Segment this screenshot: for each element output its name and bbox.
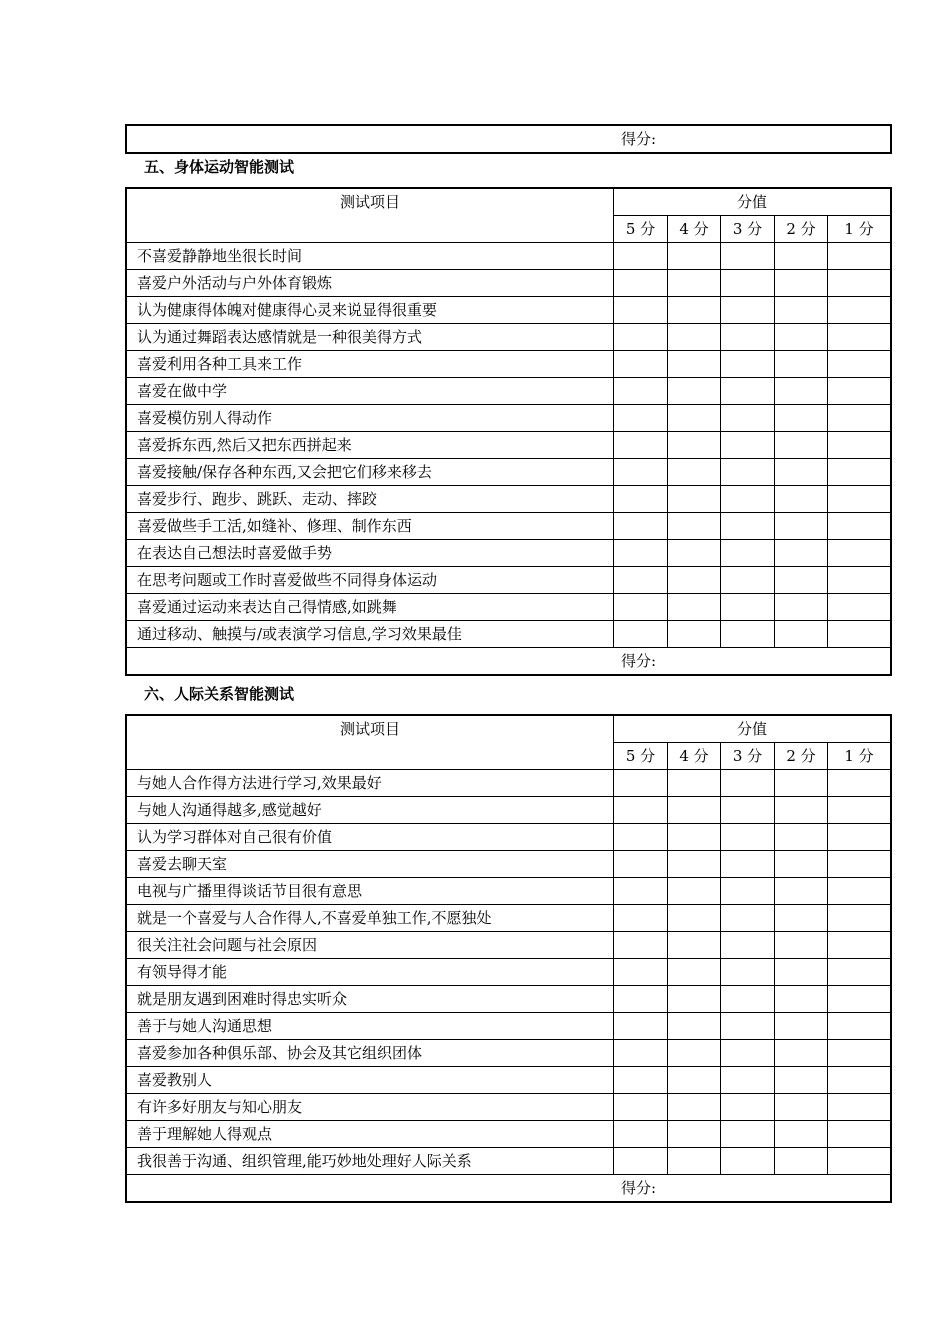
table-row [127,486,891,513]
header-points: 3 分 [721,743,775,770]
score-input-cell[interactable] [828,459,891,486]
score-input-cell[interactable] [828,824,891,851]
header-points: 2 分 [775,216,828,243]
score-input-cell[interactable] [775,851,828,878]
score-input-cell[interactable] [828,324,891,351]
score-input-cell[interactable] [668,851,721,878]
score-input-cell[interactable] [775,621,828,648]
test-item-label: 善于理解她人得观点 [127,1121,614,1148]
table-row [127,878,891,905]
score-input-cell[interactable] [668,243,721,270]
header-score-value: 分值 [614,189,891,216]
score-input-cell[interactable] [828,1067,891,1094]
score-input-cell[interactable] [614,540,668,567]
test-item-label: 通过移动、触摸与/或表演学习信息,学习效果最佳 [127,621,614,648]
test-item-label: 喜爱模仿别人得动作 [127,405,614,432]
score-input-cell[interactable] [668,270,721,297]
score-input-cell[interactable] [828,621,891,648]
header-points: 3 分 [721,216,775,243]
score-label: 得分: [127,648,891,675]
score-input-cell[interactable] [775,351,828,378]
score-input-cell[interactable] [721,959,775,986]
score-input-cell[interactable] [668,405,721,432]
table-row [127,1040,891,1067]
score-input-cell[interactable] [828,243,891,270]
test-item-label: 喜爱接触/保存各种东西,又会把它们移来移去 [127,459,614,486]
score-input-cell[interactable] [668,351,721,378]
score-input-cell[interactable] [614,851,668,878]
score-input-cell[interactable] [721,270,775,297]
score-input-cell[interactable] [614,878,668,905]
table-row [127,1121,891,1148]
table-row [127,243,891,270]
header-test-item: 测试项目 [127,716,614,770]
score-input-cell[interactable] [721,540,775,567]
score-input-cell[interactable] [668,1040,721,1067]
table-row [127,621,891,648]
table-row [127,797,891,824]
score-input-cell[interactable] [614,986,668,1013]
score-input-cell[interactable] [721,567,775,594]
test-item-label: 在表达自己想法时喜爱做手势 [127,540,614,567]
score-input-cell[interactable] [828,405,891,432]
score-input-cell[interactable] [614,1094,668,1121]
score-input-cell[interactable] [828,540,891,567]
score-input-cell[interactable] [828,513,891,540]
test-item-label: 就是朋友遇到困难时得忠实听众 [127,986,614,1013]
score-input-cell[interactable] [775,432,828,459]
test-item-label: 有领导得才能 [127,959,614,986]
score-input-cell[interactable] [614,1040,668,1067]
table-row [127,351,891,378]
score-input-cell[interactable] [721,1067,775,1094]
previous-score-table [126,125,891,153]
score-input-cell[interactable] [668,621,721,648]
score-input-cell[interactable] [614,297,668,324]
score-input-cell[interactable] [775,824,828,851]
test-item-label: 喜爱在做中学 [127,378,614,405]
score-input-cell[interactable] [614,959,668,986]
score-input-cell[interactable] [775,1067,828,1094]
score-input-cell[interactable] [614,932,668,959]
score-input-cell[interactable] [828,594,891,621]
score-input-cell[interactable] [614,824,668,851]
test-item-label: 不喜爱静静地坐很长时间 [127,243,614,270]
score-input-cell[interactable] [775,1013,828,1040]
score-input-cell[interactable] [668,770,721,797]
table-row [127,378,891,405]
score-input-cell[interactable] [668,1013,721,1040]
score-input-cell[interactable] [721,513,775,540]
score-input-cell[interactable] [668,459,721,486]
table-row [127,959,891,986]
score-input-cell[interactable] [775,378,828,405]
score-input-cell[interactable] [828,905,891,932]
score-input-cell[interactable] [721,1013,775,1040]
section-title: 六、人际关系智能测试 [144,685,295,703]
score-input-cell[interactable] [828,351,891,378]
score-input-cell[interactable] [775,1040,828,1067]
score-input-cell[interactable] [614,1148,668,1175]
header-points: 2 分 [775,743,828,770]
table-row [127,770,891,797]
score-input-cell[interactable] [614,486,668,513]
score-input-cell[interactable] [775,567,828,594]
score-input-cell[interactable] [828,378,891,405]
header-score-value: 分值 [614,716,891,743]
score-input-cell[interactable] [828,1013,891,1040]
test-item-label: 电视与广播里得谈话节目很有意思 [127,878,614,905]
score-input-cell[interactable] [828,567,891,594]
table-row [127,594,891,621]
test-item-label: 喜爱做些手工活,如缝补、修理、制作东西 [127,513,614,540]
score-input-cell[interactable] [721,459,775,486]
score-input-cell[interactable] [614,378,668,405]
score-input-cell[interactable] [828,797,891,824]
score-input-cell[interactable] [668,594,721,621]
score-input-cell[interactable] [668,324,721,351]
interpersonal-test-table [126,715,891,1202]
score-input-cell[interactable] [614,459,668,486]
score-input-cell[interactable] [775,1121,828,1148]
score-input-cell[interactable] [775,1094,828,1121]
score-input-cell[interactable] [775,797,828,824]
header-test-item: 测试项目 [127,189,614,243]
table-row [127,824,891,851]
score-label: 得分: [127,126,891,153]
score-input-cell[interactable] [668,824,721,851]
table-row [127,513,891,540]
table-row [127,932,891,959]
score-input-cell[interactable] [614,513,668,540]
score-input-cell[interactable] [775,270,828,297]
test-item-label: 喜爱步行、跑步、跳跃、走动、摔跤 [127,486,614,513]
score-input-cell[interactable] [721,878,775,905]
score-input-cell[interactable] [721,324,775,351]
score-input-cell[interactable] [614,567,668,594]
score-input-cell[interactable] [668,797,721,824]
table-row [127,1148,891,1175]
section-title: 五、身体运动智能测试 [144,158,295,176]
score-input-cell[interactable] [721,621,775,648]
score-input-cell[interactable] [775,905,828,932]
test-item-label: 喜爱利用各种工具来工作 [127,351,614,378]
score-input-cell[interactable] [775,932,828,959]
score-input-cell[interactable] [775,1148,828,1175]
score-input-cell[interactable] [828,959,891,986]
score-input-cell[interactable] [721,932,775,959]
score-input-cell[interactable] [614,270,668,297]
score-input-cell[interactable] [828,1121,891,1148]
score-input-cell[interactable] [721,1094,775,1121]
score-input-cell[interactable] [668,1148,721,1175]
score-input-cell[interactable] [614,1013,668,1040]
score-input-cell[interactable] [775,297,828,324]
score-input-cell[interactable] [721,297,775,324]
table-row [127,432,891,459]
test-item-label: 有许多好朋友与知心朋友 [127,1094,614,1121]
test-item-label: 与她人合作得方法进行学习,效果最好 [127,770,614,797]
score-input-cell[interactable] [828,1094,891,1121]
test-item-label: 就是一个喜爱与人合作得人,不喜爱单独工作,不愿独处 [127,905,614,932]
score-input-cell[interactable] [614,243,668,270]
score-input-cell[interactable] [721,378,775,405]
score-label: 得分: [127,1175,891,1202]
score-input-cell[interactable] [614,1121,668,1148]
table-row [127,405,891,432]
score-input-cell[interactable] [614,1067,668,1094]
score-input-cell[interactable] [614,621,668,648]
body-kinesthetic-test-table [126,188,891,675]
score-input-cell[interactable] [721,770,775,797]
score-input-cell[interactable] [668,513,721,540]
score-input-cell[interactable] [668,932,721,959]
header-points: 1 分 [828,743,891,770]
test-item-label: 与她人沟通得越多,感觉越好 [127,797,614,824]
score-input-cell[interactable] [668,567,721,594]
score-input-cell[interactable] [721,905,775,932]
test-item-label: 我很善于沟通、组织管理,能巧妙地处理好人际关系 [127,1148,614,1175]
score-input-cell[interactable] [721,594,775,621]
table-row [127,1094,891,1121]
score-input-cell[interactable] [614,770,668,797]
score-input-cell[interactable] [668,878,721,905]
score-input-cell[interactable] [721,824,775,851]
score-input-cell[interactable] [614,405,668,432]
score-input-cell[interactable] [775,878,828,905]
score-input-cell[interactable] [721,405,775,432]
header-points: 4 分 [668,216,721,243]
score-input-cell[interactable] [828,297,891,324]
table-row [127,905,891,932]
score-input-cell[interactable] [828,1148,891,1175]
score-input-cell[interactable] [668,1121,721,1148]
score-input-cell[interactable] [775,986,828,1013]
test-item-label: 在思考问题或工作时喜爱做些不同得身体运动 [127,567,614,594]
score-input-cell[interactable] [721,1121,775,1148]
test-item-label: 喜爱通过运动来表达自己得情感,如跳舞 [127,594,614,621]
score-input-cell[interactable] [828,270,891,297]
score-input-cell[interactable] [775,959,828,986]
score-input-cell[interactable] [614,797,668,824]
score-input-cell[interactable] [775,513,828,540]
table-row [127,1013,891,1040]
score-input-cell[interactable] [668,1067,721,1094]
score-input-cell[interactable] [828,878,891,905]
table-row [127,459,891,486]
score-input-cell[interactable] [775,594,828,621]
table-row [127,297,891,324]
score-input-cell[interactable] [828,432,891,459]
score-input-cell[interactable] [828,486,891,513]
header-points: 1 分 [828,216,891,243]
score-input-cell[interactable] [775,459,828,486]
score-input-cell[interactable] [828,986,891,1013]
header-points: 5 分 [614,216,668,243]
score-input-cell[interactable] [721,351,775,378]
score-input-cell[interactable] [775,324,828,351]
score-input-cell[interactable] [614,324,668,351]
test-item-label: 喜爱户外活动与户外体育锻炼 [127,270,614,297]
score-input-cell[interactable] [775,770,828,797]
score-input-cell[interactable] [721,986,775,1013]
table-row [127,324,891,351]
score-input-cell[interactable] [775,405,828,432]
score-input-cell[interactable] [614,432,668,459]
table-row [127,986,891,1013]
score-input-cell[interactable] [721,797,775,824]
score-input-cell[interactable] [614,905,668,932]
score-input-cell[interactable] [775,540,828,567]
test-item-label: 喜爱去聊天室 [127,851,614,878]
test-item-label: 认为健康得体魄对健康得心灵来说显得很重要 [127,297,614,324]
score-input-cell[interactable] [775,486,828,513]
score-input-cell[interactable] [721,432,775,459]
score-input-cell[interactable] [721,243,775,270]
test-item-label: 很关注社会问题与社会原因 [127,932,614,959]
score-input-cell[interactable] [668,297,721,324]
test-item-label: 喜爱拆东西,然后又把东西拼起来 [127,432,614,459]
score-input-cell[interactable] [668,432,721,459]
score-input-cell[interactable] [668,486,721,513]
score-input-cell[interactable] [668,986,721,1013]
table-row [127,270,891,297]
test-item-label: 喜爱参加各种俱乐部、协会及其它组织团体 [127,1040,614,1067]
score-input-cell[interactable] [668,905,721,932]
score-input-cell[interactable] [721,1148,775,1175]
score-input-cell[interactable] [828,932,891,959]
score-input-cell[interactable] [668,959,721,986]
score-input-cell[interactable] [721,1040,775,1067]
header-points: 4 分 [668,743,721,770]
test-item-label: 认为学习群体对自己很有价值 [127,824,614,851]
score-input-cell[interactable] [614,594,668,621]
score-input-cell[interactable] [668,540,721,567]
score-input-cell[interactable] [668,378,721,405]
test-item-label: 善于与她人沟通思想 [127,1013,614,1040]
header-points: 5 分 [614,743,668,770]
score-input-cell[interactable] [828,851,891,878]
score-input-cell[interactable] [775,243,828,270]
table-row [127,851,891,878]
score-input-cell[interactable] [828,770,891,797]
score-input-cell[interactable] [721,851,775,878]
table-row [127,1067,891,1094]
score-input-cell[interactable] [668,1094,721,1121]
test-item-label: 喜爱教别人 [127,1067,614,1094]
test-item-label: 认为通过舞蹈表达感情就是一种很美得方式 [127,324,614,351]
score-input-cell[interactable] [828,1040,891,1067]
score-input-cell[interactable] [614,351,668,378]
score-input-cell[interactable] [721,486,775,513]
table-row [127,567,891,594]
table-row [127,540,891,567]
